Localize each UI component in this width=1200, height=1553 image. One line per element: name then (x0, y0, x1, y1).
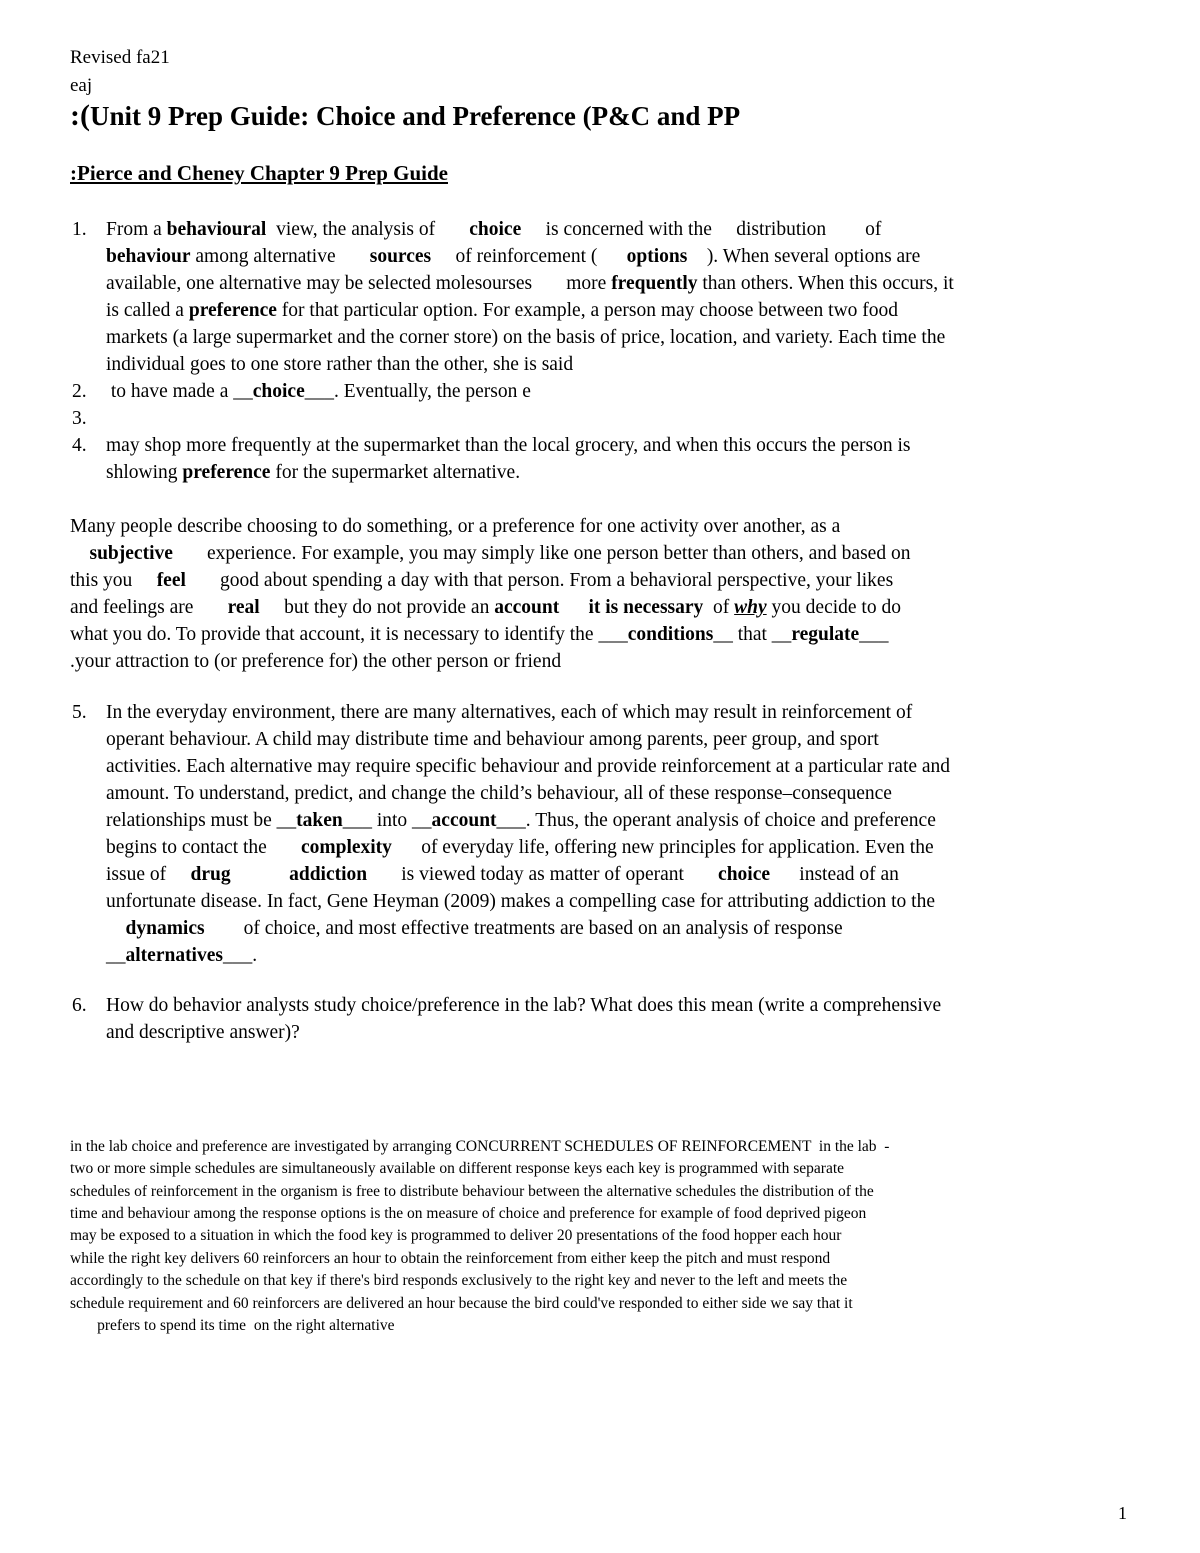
q1-line-3: available, one alternative may be selected molesourses more frequently than others. When this occurs, it (106, 273, 954, 294)
list-number: 6. (72, 995, 87, 1016)
list-number: 3. (72, 408, 87, 429)
para-line-1: Many people describe choosing to do something, or a preference for one activity over another, as a (70, 516, 841, 537)
q5-line-9: dynamics of choice, and most effective treatments are based on an analysis of response (125, 918, 843, 939)
para-line-5: what you do. To provide that account, it is necessary to identify the ___conditions__ that __regulate___ (70, 624, 889, 645)
list-number: 2. (72, 381, 87, 402)
section-subtitle: :Pierce and Cheney Chapter 9 Prep Guide (70, 161, 448, 185)
answer-line-7: accordingly to the schedule on that key if there's bird responds exclusively to the right key and never to the left and meets the (70, 1272, 848, 1289)
q5-line-8: unfortunate disease. In fact, Gene Heyman (2009) makes a compelling case for attributing addiction to the (106, 891, 936, 912)
q4-line-2: shlowing preference for the supermarket alternative. (106, 462, 521, 483)
q5-line-4: amount. To understand, predict, and change the child’s behaviour, all of these response–consequence (106, 783, 892, 804)
q5-line-10: __alternatives___. (106, 945, 258, 966)
list-number: 5. (72, 702, 87, 723)
answer-line-1: in the lab choice and preference are investigated by arranging CONCURRENT SCHEDULES OF REINFORCEMENT in the lab - (70, 1138, 890, 1155)
answer-line-3: schedules of reinforcement in the organism is free to distribute behaviour between the alternative schedules the distribution of the (70, 1183, 874, 1200)
answer-line-8: schedule requirement and 60 reinforcers are delivered an hour because the bird could've responded to either side we say that it (70, 1295, 853, 1312)
list-number: 4. (72, 435, 87, 456)
q4-line-1: may shop more frequently at the supermarket than the local grocery, and when this occurs the person is (106, 435, 911, 456)
author-initials: eaj (70, 75, 93, 96)
answer-line-5: may be exposed to a situation in which the food key is programmed to deliver 20 presentations of the food hopper each hour (70, 1227, 842, 1244)
q6-line-1: How do behavior analysts study choice/preference in the lab? What does this mean (write a comprehensive (106, 995, 942, 1016)
list-number: 1. (72, 219, 87, 240)
q5-line-3: activities. Each alternative may require specific behaviour and provide reinforcement at a particular rate and (106, 756, 951, 777)
para-line-2: subjective experience. For example, you may simply like one person better than others, and based on (89, 543, 911, 564)
q5-line-6: begins to contact the complexity of everyday life, offering new principles for application. Even the (106, 837, 934, 858)
answer-line-2: two or more simple schedules are simultaneously available on different response keys each key is programmed with separate (70, 1160, 845, 1177)
q5-line-2: operant behaviour. A child may distribute time and behaviour among parents, peer group, and sport (106, 729, 879, 750)
title-prefix: :( (70, 99, 90, 132)
revision-note: Revised fa21 (70, 47, 170, 68)
para-line-6: .your attraction to (or preference for) the other person or friend (70, 651, 562, 672)
para-line-3: this you feel good about spending a day with that person. From a behavioral perspective, your likes (70, 570, 894, 591)
q1-line-2: behaviour among alternative sources of reinforcement ( options ). When several options are (106, 246, 921, 267)
q5-line-1: In the everyday environment, there are many alternatives, each of which may result in reinforcement of (106, 702, 913, 723)
para-line-4: and feelings are real but they do not provide an account it is necessary of why you decide to do (70, 597, 901, 618)
q1-line-5: markets (a large supermarket and the corner store) on the basis of price, location, and variety. Each time the (106, 327, 946, 348)
page-title (70, 98, 740, 134)
answer-line-9: prefers to spend its time on the right alternative (70, 1317, 395, 1334)
page-number: 1 (1118, 1503, 1127, 1523)
title-text: Unit 9 Prep Guide: Choice and Preference (P&C and PP (89, 101, 741, 131)
q1-line-6: individual goes to one store rather than the other, she is said (106, 354, 574, 375)
q6-line-2: and descriptive answer)? (106, 1022, 300, 1043)
q5-line-7: issue of drug addiction is viewed today as matter of operant choice instead of an (106, 864, 899, 885)
q1-line-1: From a behavioural view, the analysis of choice is concerned with the distribution of (106, 219, 882, 240)
q1-line-4: is called a preference for that particular option. For example, a person may choose between two food (106, 300, 899, 321)
q5-line-5: relationships must be __taken___ into __account___. Thus, the operant analysis of choice and preference (106, 810, 936, 831)
answer-line-4: time and behaviour among the response options is the on measure of choice and preference for example of food deprived pigeon (70, 1205, 867, 1222)
q2-line: to have made a __choice___. Eventually, the person e (106, 381, 531, 402)
answer-line-6: while the right key delivers 60 reinforcers an hour to obtain the reinforcement from either keep the pitch and must respond (70, 1250, 831, 1267)
